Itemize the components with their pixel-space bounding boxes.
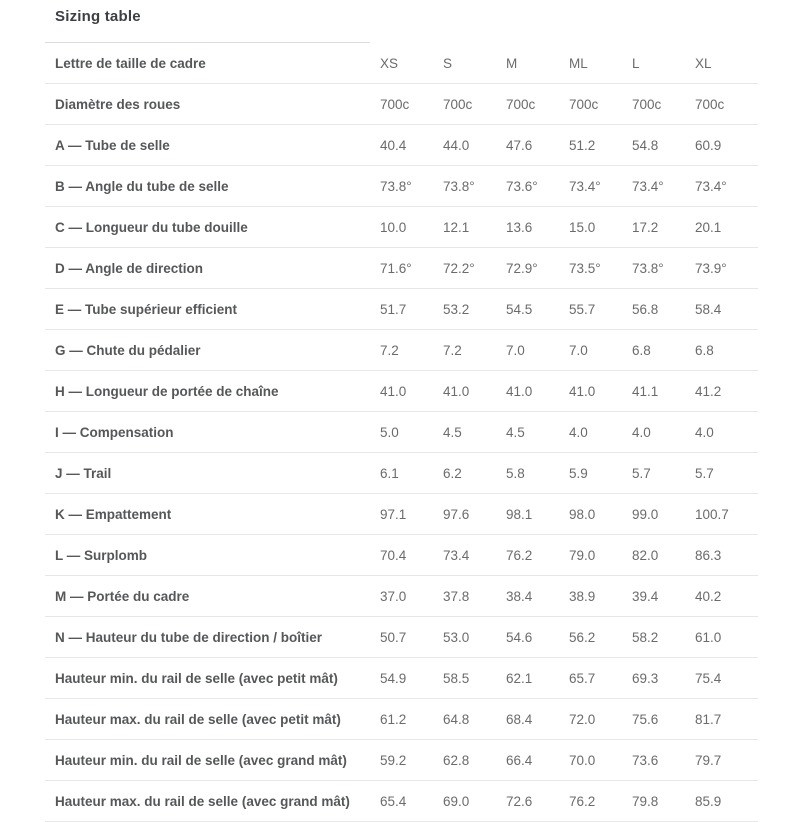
cell-l: 99.0 (632, 506, 659, 522)
cell-xl: 85.9 (695, 793, 722, 809)
cell-xs: 6.1 (380, 465, 399, 481)
table-row (45, 453, 758, 494)
cell-ml: 4.0 (569, 424, 588, 440)
cell-s: 62.8 (443, 752, 470, 768)
sizing-table-rows (45, 43, 758, 822)
cell-ml: 51.2 (569, 137, 596, 153)
sizing-table (45, 42, 758, 822)
row-label: A — Tube de selle (55, 137, 170, 153)
cell-l: 41.1 (632, 383, 659, 399)
cell-l: 73.8° (632, 260, 664, 276)
cell-xs: 59.2 (380, 752, 407, 768)
cell-xl: 6.8 (695, 342, 714, 358)
cell-xs: 70.4 (380, 547, 407, 563)
table-row (45, 43, 758, 84)
cell-m: 4.5 (506, 424, 525, 440)
cell-xl: 700c (695, 96, 725, 112)
cell-s: 97.6 (443, 506, 470, 522)
table-row (45, 330, 758, 371)
cell-ml: 98.0 (569, 506, 596, 522)
cell-xl: XL (695, 55, 712, 71)
cell-ml: 5.9 (569, 465, 588, 481)
cell-m: 62.1 (506, 670, 533, 686)
cell-s: S (443, 55, 453, 71)
cell-l: 82.0 (632, 547, 659, 563)
cell-ml: 7.0 (569, 342, 588, 358)
cell-m: 73.6° (506, 178, 538, 194)
cell-ml: 55.7 (569, 301, 596, 317)
cell-xs: 97.1 (380, 506, 407, 522)
cell-l: 700c (632, 96, 662, 112)
row-label: Hauteur max. du rail de selle (avec petit mât) (55, 711, 341, 727)
cell-s: 12.1 (443, 219, 470, 235)
row-label: L — Surplomb (55, 547, 148, 563)
table-row (45, 535, 758, 576)
row-label: Hauteur max. du rail de selle (avec grand mât) (55, 793, 350, 809)
cell-xl: 41.2 (695, 383, 722, 399)
page-title: Sizing table (55, 8, 141, 25)
cell-l: 58.2 (632, 629, 659, 645)
row-label: Hauteur min. du rail de selle (avec petit mât) (55, 670, 338, 686)
cell-l: 79.8 (632, 793, 659, 809)
cell-xl: 73.4° (695, 178, 727, 194)
cell-l: 73.6 (632, 752, 659, 768)
cell-s: 4.5 (443, 424, 462, 440)
row-label: I — Compensation (55, 424, 174, 440)
cell-s: 6.2 (443, 465, 462, 481)
table-row (45, 781, 758, 822)
table-row (45, 371, 758, 412)
cell-m: 76.2 (506, 547, 533, 563)
cell-s: 37.8 (443, 588, 470, 604)
table-row (45, 617, 758, 658)
cell-xs: 71.6° (380, 260, 412, 276)
table-row (45, 289, 758, 330)
row-label: J — Trail (55, 465, 112, 481)
cell-ml: 76.2 (569, 793, 596, 809)
cell-m: 72.6 (506, 793, 533, 809)
row-label: B — Angle du tube de selle (55, 178, 229, 194)
cell-xs: 65.4 (380, 793, 407, 809)
cell-xs: 40.4 (380, 137, 407, 153)
cell-m: M (506, 55, 518, 71)
cell-m: 5.8 (506, 465, 525, 481)
cell-ml: 79.0 (569, 547, 596, 563)
cell-ml: 70.0 (569, 752, 596, 768)
cell-l: 6.8 (632, 342, 651, 358)
cell-xl: 4.0 (695, 424, 714, 440)
table-row (45, 166, 758, 207)
cell-xs: 37.0 (380, 588, 407, 604)
cell-l: 39.4 (632, 588, 659, 604)
table-row (45, 576, 758, 617)
cell-m: 54.5 (506, 301, 533, 317)
cell-xs: 41.0 (380, 383, 407, 399)
cell-xl: 20.1 (695, 219, 722, 235)
cell-xl: 79.7 (695, 752, 722, 768)
cell-ml: ML (569, 55, 588, 71)
cell-m: 700c (506, 96, 536, 112)
cell-s: 58.5 (443, 670, 470, 686)
cell-s: 700c (443, 96, 473, 112)
cell-l: 69.3 (632, 670, 659, 686)
cell-m: 41.0 (506, 383, 533, 399)
table-row (45, 412, 758, 453)
table-row (45, 84, 758, 125)
cell-xl: 100.7 (695, 506, 729, 522)
cell-xs: 10.0 (380, 219, 407, 235)
cell-m: 13.6 (506, 219, 533, 235)
cell-m: 68.4 (506, 711, 533, 727)
cell-xl: 58.4 (695, 301, 722, 317)
cell-m: 7.0 (506, 342, 525, 358)
cell-xl: 40.2 (695, 588, 722, 604)
cell-xl: 86.3 (695, 547, 722, 563)
cell-xs: 51.7 (380, 301, 407, 317)
cell-xs: 5.0 (380, 424, 399, 440)
row-label: K — Empattement (55, 506, 172, 522)
table-row (45, 494, 758, 535)
cell-s: 64.8 (443, 711, 470, 727)
cell-xl: 61.0 (695, 629, 722, 645)
cell-xl: 81.7 (695, 711, 722, 727)
cell-l: 4.0 (632, 424, 651, 440)
cell-ml: 65.7 (569, 670, 596, 686)
cell-xs: 50.7 (380, 629, 407, 645)
row-label: H — Longueur de portée de chaîne (55, 383, 279, 399)
cell-l: 56.8 (632, 301, 659, 317)
table-row (45, 740, 758, 781)
row-label: N — Hauteur du tube de direction / boîtier (55, 629, 323, 645)
cell-s: 41.0 (443, 383, 470, 399)
cell-ml: 38.9 (569, 588, 596, 604)
cell-m: 72.9° (506, 260, 538, 276)
cell-l: 73.4° (632, 178, 664, 194)
table-row (45, 207, 758, 248)
cell-xs: 73.8° (380, 178, 412, 194)
cell-ml: 56.2 (569, 629, 596, 645)
cell-s: 69.0 (443, 793, 470, 809)
cell-m: 98.1 (506, 506, 533, 522)
cell-xl: 75.4 (695, 670, 722, 686)
cell-ml: 700c (569, 96, 599, 112)
table-row (45, 658, 758, 699)
cell-ml: 72.0 (569, 711, 596, 727)
cell-xs: XS (380, 55, 399, 71)
cell-m: 47.6 (506, 137, 533, 153)
cell-s: 7.2 (443, 342, 462, 358)
cell-xl: 73.9° (695, 260, 727, 276)
cell-s: 53.2 (443, 301, 470, 317)
cell-ml: 73.5° (569, 260, 601, 276)
cell-ml: 73.4° (569, 178, 601, 194)
cell-s: 73.4 (443, 547, 470, 563)
row-label: Diamètre des roues (55, 96, 181, 112)
cell-ml: 15.0 (569, 219, 596, 235)
table-row (45, 248, 758, 289)
cell-l: 54.8 (632, 137, 659, 153)
cell-s: 53.0 (443, 629, 470, 645)
cell-xs: 700c (380, 96, 410, 112)
cell-l: L (632, 55, 640, 71)
cell-xl: 5.7 (695, 465, 714, 481)
cell-l: 17.2 (632, 219, 659, 235)
cell-l: 5.7 (632, 465, 651, 481)
row-label: Lettre de taille de cadre (55, 55, 206, 71)
row-label: M — Portée du cadre (55, 588, 190, 604)
cell-xs: 54.9 (380, 670, 407, 686)
cell-s: 72.2° (443, 260, 475, 276)
cell-l: 75.6 (632, 711, 659, 727)
row-label: D — Angle de direction (55, 260, 204, 276)
table-row (45, 699, 758, 740)
row-label: C — Longueur du tube douille (55, 219, 248, 235)
cell-s: 44.0 (443, 137, 470, 153)
cell-ml: 41.0 (569, 383, 596, 399)
row-label: G — Chute du pédalier (55, 342, 201, 358)
cell-xs: 61.2 (380, 711, 407, 727)
cell-m: 66.4 (506, 752, 533, 768)
cell-m: 38.4 (506, 588, 533, 604)
cell-s: 73.8° (443, 178, 475, 194)
cell-xl: 60.9 (695, 137, 722, 153)
row-label: Hauteur min. du rail de selle (avec grand mât) (55, 752, 347, 768)
cell-xs: 7.2 (380, 342, 399, 358)
table-row (45, 125, 758, 166)
cell-m: 54.6 (506, 629, 533, 645)
row-label: E — Tube supérieur efficient (55, 301, 238, 317)
